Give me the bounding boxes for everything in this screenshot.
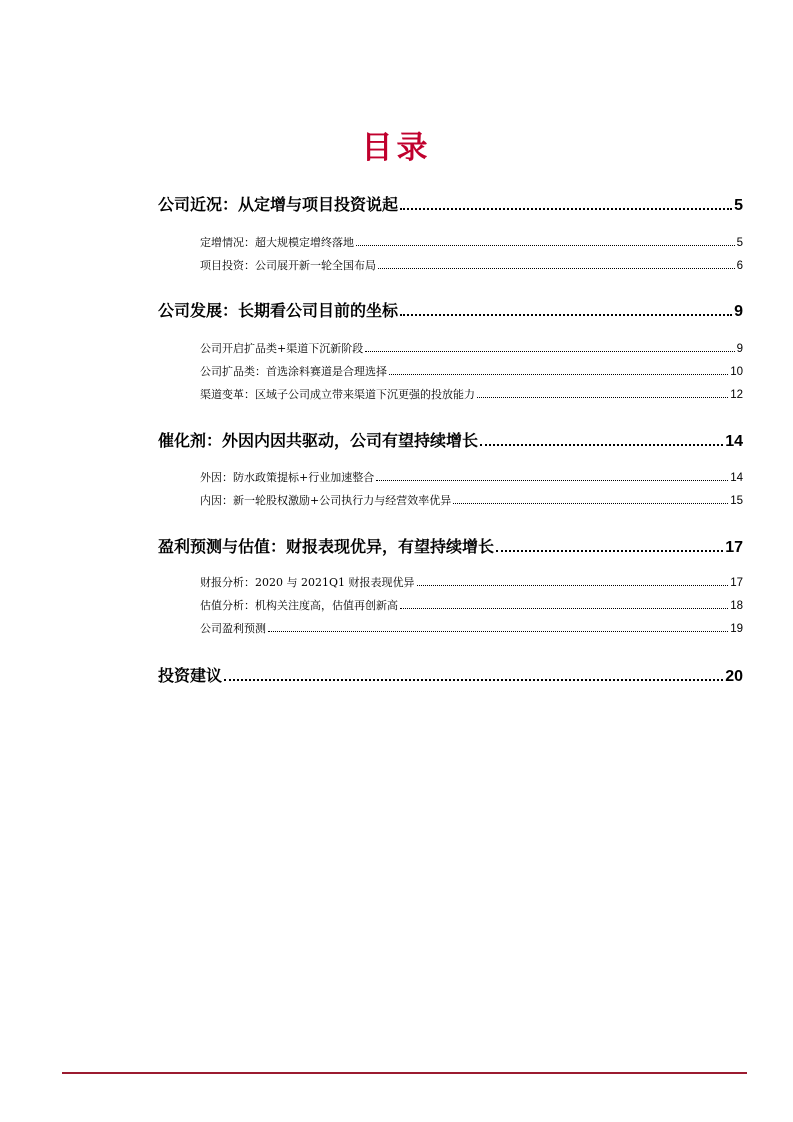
toc-section-page: 17 xyxy=(725,539,743,556)
toc-subsection-2-3[interactable] xyxy=(200,386,743,402)
toc-subsection-4-3[interactable] xyxy=(200,620,743,636)
toc-leader-dots xyxy=(268,630,728,632)
toc-subsection-label: 估值分析：机构关注度高，估值再创新高 xyxy=(200,599,398,612)
toc-subsection-label: 内因：新一轮股权激励+公司执行力与经营效率优异 xyxy=(200,494,452,507)
toc-section-label: 公司近况：从定增与项目投资说起 xyxy=(158,195,399,214)
toc-subsection-page: 5 xyxy=(736,237,743,249)
toc-subsection-page: 14 xyxy=(730,472,743,484)
toc-section-4[interactable] xyxy=(158,534,743,557)
toc-subsection-page: 17 xyxy=(730,577,743,589)
toc-subsection-2-2[interactable] xyxy=(200,363,743,379)
toc-leader-dots xyxy=(376,479,728,481)
toc-subsection-1-2[interactable] xyxy=(200,257,743,273)
toc-leader-dots xyxy=(453,502,728,504)
page-title: 目录 xyxy=(361,130,432,166)
toc-section-2[interactable] xyxy=(158,298,743,321)
toc-section-page: 5 xyxy=(734,197,743,214)
toc-leader-dots xyxy=(356,244,735,246)
footer-divider xyxy=(62,1072,747,1074)
toc-leader-dots xyxy=(400,207,732,210)
toc-leader-dots xyxy=(365,350,734,352)
toc-leader-dots xyxy=(400,313,732,316)
toc-leader-dots xyxy=(480,443,723,446)
toc-leader-dots xyxy=(496,549,723,552)
toc-section-page: 9 xyxy=(734,303,743,320)
toc-subsection-2-1[interactable] xyxy=(200,340,743,356)
toc-leader-dots xyxy=(224,678,723,681)
toc-subsection-label: 项目投资：公司展开新一轮全国布局 xyxy=(200,259,376,272)
toc-subsection-4-1[interactable] xyxy=(200,574,743,590)
toc-subsection-page: 18 xyxy=(730,600,743,612)
toc-subsection-label: 渠道变革：区域子公司成立带来渠道下沉更强的投放能力 xyxy=(200,388,475,401)
toc-leader-dots xyxy=(389,373,728,375)
toc-subsection-page: 9 xyxy=(736,343,743,355)
toc-section-label: 催化剂：外因内因共驱动，公司有望持续增长 xyxy=(158,431,479,450)
toc-subsection-label: 外因：防水政策提标+行业加速整合 xyxy=(200,471,375,484)
toc-subsection-page: 12 xyxy=(730,389,743,401)
toc-section-label: 公司发展：长期看公司目前的坐标 xyxy=(158,301,399,320)
toc-subsection-label: 财报分析：2020 与 2021Q1 财报表现优异 xyxy=(200,576,415,589)
toc-subsection-page: 10 xyxy=(730,366,743,378)
toc-leader-dots xyxy=(417,584,729,586)
toc-section-5[interactable] xyxy=(158,663,743,686)
toc-section-page: 20 xyxy=(725,668,743,685)
toc-subsection-label: 公司盈利预测 xyxy=(200,622,266,635)
toc-subsection-4-2[interactable] xyxy=(200,597,743,613)
toc-subsection-1-1[interactable] xyxy=(200,234,743,250)
toc-subsection-page: 19 xyxy=(730,623,743,635)
toc-subsection-label: 公司扩品类：首选涂料赛道是合理选择 xyxy=(200,365,387,378)
toc-section-3[interactable] xyxy=(158,428,743,451)
toc-subsection-label: 公司开启扩品类+渠道下沉新阶段 xyxy=(200,342,364,355)
toc-section-label: 投资建议 xyxy=(158,666,223,685)
toc-subsection-3-1[interactable] xyxy=(200,469,743,485)
toc-subsection-label: 定增情况：超大规模定增终落地 xyxy=(200,236,354,249)
toc-subsection-page: 6 xyxy=(736,260,743,272)
toc-subsection-page: 15 xyxy=(730,495,743,507)
toc-leader-dots xyxy=(477,396,728,398)
toc-leader-dots xyxy=(378,267,735,269)
toc-subsection-3-2[interactable] xyxy=(200,492,743,508)
toc-leader-dots xyxy=(400,607,728,609)
toc-section-label: 盈利预测与估值：财报表现优异，有望持续增长 xyxy=(158,537,495,556)
toc-section-1[interactable] xyxy=(158,192,743,215)
toc-section-page: 14 xyxy=(725,433,743,450)
